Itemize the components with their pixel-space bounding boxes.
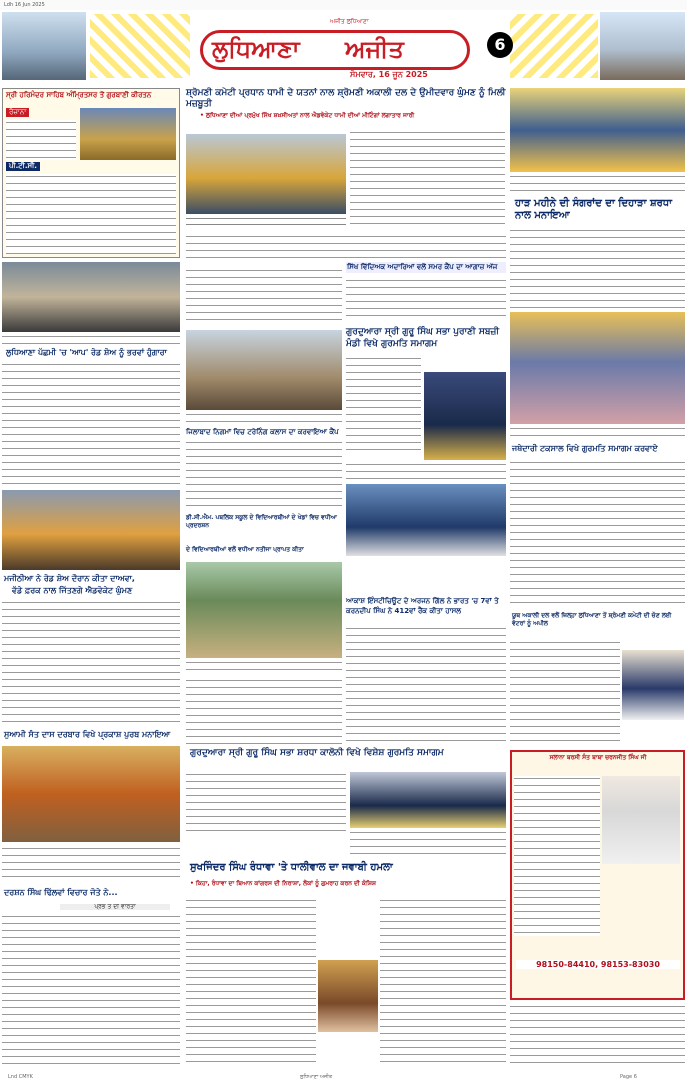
- ad-title: ਸਲਾਨਾ ਬਰਸੀ ਸੰਤ ਬਾਬਾ ਚਰਨਜੀਤ ਸਿੰਘ ਜੀ: [549, 754, 647, 761]
- kirtan-box-sub: ਰੋਜ਼ਾਨਾ: [6, 108, 29, 117]
- lead-body-right: [350, 130, 505, 230]
- golden-temple-photo: [80, 108, 176, 160]
- camp-body: [186, 440, 342, 510]
- taksal-headline: ਜਥੇਦਾਰੀ ਟਕਸਾਲ ਵਿਖੇ ਗੁਰਮਤਿ ਸਮਾਗਮ ਕਰਵਾਏ: [512, 444, 658, 453]
- youth-portrait: [622, 650, 684, 720]
- masthead-right-photo: [600, 12, 685, 80]
- congregation-photo: [510, 312, 685, 424]
- youth-body: [510, 640, 620, 744]
- footer: [0, 1068, 687, 1089]
- kirtan-text: [6, 120, 76, 160]
- gurmat-photo: [350, 772, 506, 828]
- sangrand-photo: [510, 88, 685, 172]
- sikh-ed-headline: ਸਿੱਖ ਵਿੱਦਿਅਕ ਅਦਾਰਿਆਂ ਵਲੋਂ ਸਮਰ ਕੈਂਪ ਦਾ ਆਗਾਜ਼ ਅੱਜ: [346, 262, 506, 273]
- procession-photo: [2, 490, 180, 570]
- nari-body: [2, 846, 180, 882]
- paper-title-brand: ਅਜੀਤ: [345, 34, 404, 63]
- haj-headline: ਹਾੜ ਮਹੀਨੇ ਦੀ ਸੰਗਰਾਂਦ ਦਾ ਦਿਹਾੜਾ ਸ਼ਰਧਾ ਨਾਲ ਮਨਾਇਆ: [515, 198, 673, 221]
- roadshow-photo: [2, 262, 180, 332]
- gurmat-body: [186, 772, 346, 832]
- masthead-left-photo: [2, 12, 86, 80]
- paper-title-city: ਲੁਧਿਆਣਾ: [212, 34, 300, 63]
- masthead-pattern-right: [510, 14, 598, 78]
- sangrand-caption: [510, 174, 685, 196]
- camp-photo: [186, 330, 342, 410]
- majithia-body: [2, 600, 180, 726]
- youth-headline: ਯੂਥ ਅਕਾਲੀ ਦਲ ਵਲੋਂ ਜ਼ਿਲ੍ਹਾ ਲੁਧਿਆਣਾ ਤੋਂ ਸ਼੍ਰੋਮਣੀ ਕਮੇਟੀ ਦੀ ਚੋਣ ਲਈ ਵੋਟਰਾਂ ਨੂੰ ਅਪੀਲ: [512, 612, 672, 627]
- nari-photo: [2, 746, 180, 842]
- ad-portrait: [602, 776, 680, 864]
- camp-headline: ਜਿਲਾਬਾਦ ਨਿਗਮਾਂ ਵਿਚ ਟਰੇਨਿੰਗ ਕਲਾਸ ਦਾ ਕਰਵਾਇਆ ਕੈਂਪ: [186, 428, 339, 436]
- gurmat-headline: ਗੁਰਦੁਆਰਾ ਸ੍ਰੀ ਗੁਰੂ ਸਿੰਘ ਸਭਾ ਸ਼ਰਧਾ ਕਾਲੋਨੀ ਵਿਖੇ ਵਿਸ਼ੇਸ਼ ਗੁਰਮਤਿ ਸਮਾਗਮ: [190, 748, 444, 758]
- masthead-tag: ਅਜੀਤ ਲੁਧਿਆਣਾ: [330, 18, 369, 25]
- aakash-headline: ਆਕਾਸ਼ ਇੰਸਟੀਚਿਊਟ ਦੇ ਅਰਜਨ ਗਿੱਲ ਨੇ ਭਾਰਤ 'ਚ 7ਵਾਂ ਤੇ ਕਰਨਦੀਪ ਸਿੰਘ ਨੇ 412ਵਾਂ ਰੈਂਕ ਕੀਤਾ ਹਾਸਲ: [346, 597, 499, 615]
- roadshow-caption: [2, 334, 180, 346]
- footer-left: Lnd CMYK: [8, 1074, 33, 1080]
- camp-caption: [186, 412, 342, 426]
- sports-body: [186, 678, 342, 744]
- mid-body-1: [186, 268, 342, 326]
- haj-body: [510, 228, 685, 308]
- footer-right: Page 6: [620, 1074, 637, 1080]
- column-body: [2, 914, 180, 1064]
- randhawa-headline: ਸੁਖਜਿੰਦਰ ਸਿੰਘ ਰੰਧਾਵਾ 'ਤੇ ਧਾਲੀਵਾਲ ਦਾ ਜਵਾਬੀ ਹਮਲਾ: [190, 862, 393, 873]
- sports-caption: [186, 660, 342, 674]
- masthead-pattern-left: [90, 14, 190, 78]
- kirtan-schedule: [6, 174, 176, 254]
- kirtan-box-title: ਸ੍ਰੀ ਹਰਿਮੰਦਰ ਸਾਹਿਬ ਅੰਮ੍ਰਿਤਸਰ ਤੋਂ ਗੁਰਬਾਣੀ ਕੀਰਤਨ: [6, 91, 152, 99]
- students-photo: [346, 484, 506, 556]
- aap-body: [2, 362, 180, 487]
- singh-sabha-photo: [424, 372, 506, 460]
- randhawa-photo: [318, 960, 378, 1032]
- top-print-strip: Ldh 16 Jun 2025: [0, 0, 687, 10]
- lead-body-bottom: [186, 234, 506, 264]
- randhawa-body-left: [186, 898, 316, 1064]
- sports-photo: [186, 562, 342, 658]
- majithia-subheadline: ਵੱਡੇ ਫ਼ਰਕ ਨਾਲ ਜਿੱਤਣਗੇ ਐਡਵੋਕੇਟ ਘੁੰਮਣ: [12, 586, 133, 595]
- singh-sabha-headline: ਗੁਰਦੁਆਰਾ ਸ੍ਰੀ ਗੁਰੂ ਸਿੰਘ ਸਭਾ ਪੁਰਾਣੀ ਸਬਜ਼ੀ ਮੰਡੀ ਵਿਖੇ ਗੁਰਮਤਿ ਸਮਾਗਮ: [346, 327, 500, 349]
- ptc-tag: ਪੀ.ਟੀ.ਸੀ.: [6, 162, 40, 171]
- singh-sabha-caption: [346, 462, 506, 480]
- taksal-body: [510, 460, 685, 608]
- dav-subheadline: ਦੇ ਵਿਦਿਆਰਥੀਆਂ ਵਲੋਂ ਵਧੀਆ ਨਤੀਜਾ ਪ੍ਰਾਪਤ ਕੀਤਾ: [186, 546, 304, 553]
- sikh-ed-body: [346, 278, 506, 320]
- lead-photo: [186, 134, 346, 214]
- footer-mid: ਲੁਧਿਆਣਾ ਅਜੀਤ: [300, 1074, 333, 1080]
- congregation-caption: [510, 426, 685, 440]
- imprint: [510, 1004, 685, 1064]
- dav-headline: ਡੀ.ਸੀ.ਐਮ. ਪਬਲਿਕ ਸਕੂਲ ਦੇ ਵਿਦਿਆਰਥੀਆਂ ਦੇ ਖੇਡਾਂ ਵਿਚ ਵਧੀਆ ਪ੍ਰਦਰਸ਼ਨ: [186, 514, 337, 529]
- lead-headline: ਸ਼੍ਰੋਮਣੀ ਕਮੇਟੀ ਪ੍ਰਧਾਨ ਧਾਮੀ ਦੇ ਯਤਨਾਂ ਨਾਲ ਸ਼੍ਰੋਮਣੀ ਅਕਾਲੀ ਦਲ ਦੇ ਉਮੀਦਵਾਰ ਘੁੰਮਣ ਨੂੰ ਮਿਲੀ ਮਜ਼ਬੂਤੀ: [186, 88, 506, 109]
- page-number: 6: [487, 32, 513, 58]
- column-headline: ਦਰਸ਼ਨ ਸਿੰਘ ਢਿੱਲਵਾਂ ਵਿਚਾਰ ਜੋਤੇ ਨੇ...: [4, 888, 118, 897]
- lead-subheadline: • ਲੁਧਿਆਣਾ ਦੀਆਂ ਪ੍ਰਮੁੱਖ ਸਿੱਖ ਸ਼ਖ਼ਸੀਅਤਾਂ ਨਾਲ ਐਡਵੋਕੇਟ ਧਾਮੀ ਦੀਆਂ ਮੀਟਿੰਗਾਂ ਲਗਾਤਾਰ ਜਾਰੀ: [200, 112, 415, 119]
- aap-headline: ਲੁਧਿਆਣਾ ਪੱਛਮੀ 'ਚ 'ਆਪ' ਰੋਡ ਸ਼ੋਅ ਨੂੰ ਭਰਵਾਂ ਹੁੰਗਾਰਾ: [6, 348, 167, 357]
- singh-sabha-body: [346, 356, 421, 456]
- column-subheadline: ਪ੍ਰਭ ਤੋਂ ਦੀ ਵਾਰਤਾ: [60, 904, 170, 910]
- randhawa-body-right: [380, 898, 506, 1064]
- issue-date: ਸੋਮਵਾਰ, 16 ਜੂਨ 2025: [350, 70, 428, 79]
- nari-headline: ਸੁਆਮੀ ਸੰਤ ਦਾਸ ਦਰਬਾਰ ਵਿਖੇ ਪ੍ਰਕਾਸ਼ ਪੁਰਬ ਮਨਾਇਆ: [4, 730, 171, 739]
- randhawa-subheadline: • ਕਿਹਾ, ਰੰਧਾਵਾ ਦਾ ਬਿਆਨ ਕਾਂਗਰਸ ਦੀ ਨਿਰਾਸ਼ਾ, ਲੋਕਾਂ ਨੂੰ ਗੁਮਰਾਹ ਕਰਨ ਦੀ ਕੋਸ਼ਿਸ਼: [190, 880, 376, 887]
- ad-body: [514, 776, 600, 936]
- gurmat-body-2: [350, 830, 506, 858]
- lead-photo-caption: [186, 216, 346, 230]
- majithia-headline: ਮਜੀਠੀਆ ਨੇ ਰੋਡ ਸ਼ੋਅ ਦੌਰਾਨ ਕੀਤਾ ਦਾਅਵਾ,: [4, 574, 135, 583]
- aakash-body: [346, 626, 506, 744]
- ad-phone: 98150-84410, 98153-83030: [516, 960, 680, 969]
